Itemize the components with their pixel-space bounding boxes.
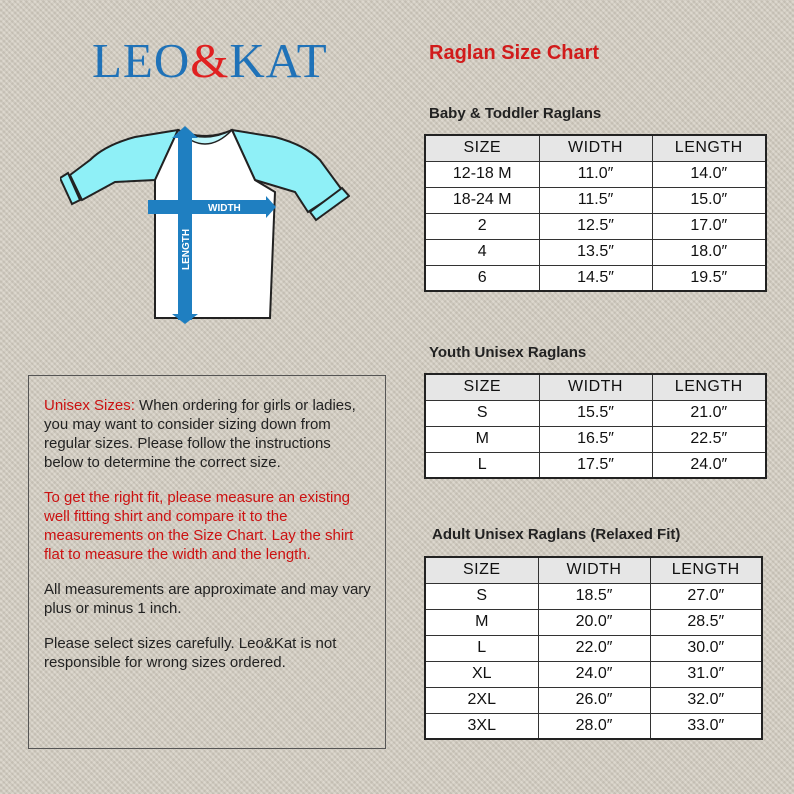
size-cell: 6 <box>425 265 539 291</box>
logo-leo: LEO <box>92 33 191 88</box>
width-cell: 17.5″ <box>539 452 652 478</box>
width-cell: 26.0″ <box>538 687 650 713</box>
width-cell: 16.5″ <box>539 426 652 452</box>
table-row <box>425 161 766 187</box>
length-cell: 24.0″ <box>652 452 766 478</box>
unisex-paragraph <box>44 396 371 472</box>
size-cell: 3XL <box>425 713 538 739</box>
size-cell: XL <box>425 661 538 687</box>
table-row <box>425 661 762 687</box>
adult-size-table <box>424 556 763 740</box>
length-cell: 21.0″ <box>652 400 766 426</box>
table-row <box>425 583 762 609</box>
length-cell: 14.0″ <box>652 161 766 187</box>
table-row <box>425 400 766 426</box>
size-cell: L <box>425 635 538 661</box>
length-cell: 22.5″ <box>652 426 766 452</box>
table-row <box>425 687 762 713</box>
width-cell: 11.5″ <box>539 187 652 213</box>
header-size: SIZE <box>425 557 538 583</box>
size-cell: M <box>425 609 538 635</box>
width-label: WIDTH <box>208 203 241 214</box>
length-cell: 19.5″ <box>652 265 766 291</box>
length-bar <box>178 134 192 320</box>
size-cell: 18-24 M <box>425 187 539 213</box>
header-size: SIZE <box>425 374 539 400</box>
length-cell: 30.0″ <box>650 635 762 661</box>
size-cell: L <box>425 452 539 478</box>
size-cell: S <box>425 400 539 426</box>
size-cell: 2 <box>425 213 539 239</box>
length-cell: 28.5″ <box>650 609 762 635</box>
size-cell: S <box>425 583 538 609</box>
header-size: SIZE <box>425 135 539 161</box>
length-cell: 31.0″ <box>650 661 762 687</box>
table-row <box>425 635 762 661</box>
width-cell: 20.0″ <box>538 609 650 635</box>
header-width: WIDTH <box>539 135 652 161</box>
table-row <box>425 609 762 635</box>
table-header-row <box>425 557 762 583</box>
table-row <box>425 265 766 291</box>
length-cell: 27.0″ <box>650 583 762 609</box>
size-cell: 2XL <box>425 687 538 713</box>
width-cell: 11.0″ <box>539 161 652 187</box>
unisex-text: When ordering for girls or ladies, you may want to consider sizing down from regular sizes. Please follow the instructions below to determine the correct size. <box>44 397 356 471</box>
table-header-row <box>425 374 766 400</box>
width-cell: 18.5″ <box>538 583 650 609</box>
width-cell: 13.5″ <box>539 239 652 265</box>
width-cell: 22.0″ <box>538 635 650 661</box>
table-header-row <box>425 135 766 161</box>
table-row <box>425 713 762 739</box>
table-row <box>425 426 766 452</box>
youth-size-table <box>424 373 767 479</box>
baby-size-table <box>424 134 767 292</box>
length-cell: 32.0″ <box>650 687 762 713</box>
length-label: LENGTH <box>181 228 192 270</box>
header-length: LENGTH <box>650 557 762 583</box>
adult-section-title: Adult Unisex Raglans (Relaxed Fit) <box>432 526 681 543</box>
careful-paragraph: Please select sizes carefully. Leo&Kat is not responsible for wrong sizes ordered. <box>44 635 337 671</box>
youth-section-title: Youth Unisex Raglans <box>429 344 587 361</box>
raglan-shirt-illustration <box>60 120 350 325</box>
table-row <box>425 187 766 213</box>
table-row <box>425 213 766 239</box>
length-cell: 18.0″ <box>652 239 766 265</box>
size-cell: M <box>425 426 539 452</box>
header-width: WIDTH <box>539 374 652 400</box>
table-row <box>425 452 766 478</box>
width-cell: 28.0″ <box>538 713 650 739</box>
size-cell: 4 <box>425 239 539 265</box>
table-row <box>425 239 766 265</box>
logo-kat: KAT <box>229 33 328 88</box>
unisex-label: Unisex Sizes: <box>44 397 135 414</box>
brand-logo <box>92 33 328 88</box>
width-cell: 14.5″ <box>539 265 652 291</box>
page-title: Raglan Size Chart <box>429 42 600 64</box>
logo-ampersand: & <box>190 33 230 88</box>
sizing-info-box <box>28 375 386 749</box>
size-cell: 12-18 M <box>425 161 539 187</box>
header-length: LENGTH <box>652 135 766 161</box>
header-width: WIDTH <box>538 557 650 583</box>
fit-paragraph: To get the right fit, please measure an existing well fitting shirt and compare it to the measurements on the Size Chart. Lay the shirt flat to measure the width and the length. <box>44 489 354 563</box>
width-cell: 15.5″ <box>539 400 652 426</box>
length-cell: 15.0″ <box>652 187 766 213</box>
baby-section-title: Baby & Toddler Raglans <box>429 105 602 122</box>
width-cell: 12.5″ <box>539 213 652 239</box>
approx-paragraph: All measurements are approximate and may vary plus or minus 1 inch. <box>44 581 371 617</box>
length-cell: 17.0″ <box>652 213 766 239</box>
length-cell: 33.0″ <box>650 713 762 739</box>
width-cell: 24.0″ <box>538 661 650 687</box>
header-length: LENGTH <box>652 374 766 400</box>
